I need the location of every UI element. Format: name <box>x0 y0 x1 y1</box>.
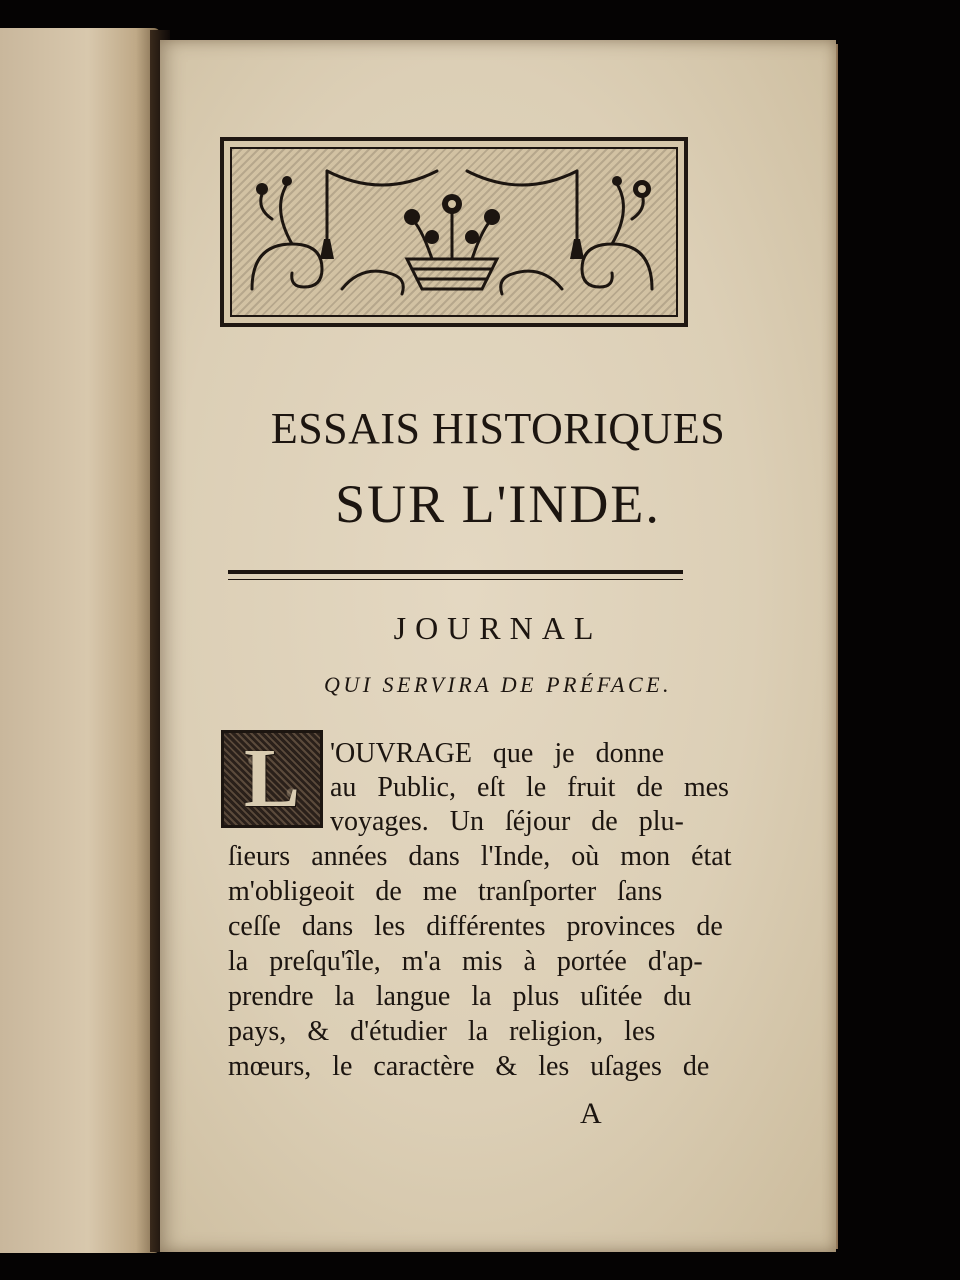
title-line-1: ESSAIS HISTORIQUES <box>270 404 726 453</box>
body-line: prendre la langue la plus uſitée du <box>228 981 692 1012</box>
body-line: 'OUVRAGE que je donne <box>330 738 664 769</box>
title-page <box>160 40 836 1252</box>
body-line: la preſqu'île, m'a mis à portée d'ap- <box>228 946 703 977</box>
body-line: ceſſe dans les différentes provinces de <box>228 911 723 942</box>
body-line: m'obligeoit de me tranſporter ſans <box>228 876 663 907</box>
body-line: mœurs, le caractère & les uſages de <box>228 1051 710 1082</box>
journal-heading: JOURNAL <box>393 610 603 646</box>
body-line: ſieurs années dans l'Inde, où mon état <box>228 841 732 872</box>
body-line: pays, & d'étudier la religion, les <box>228 1016 656 1047</box>
drop-cap-letter: L <box>243 732 301 825</box>
floral-basket-ornament-icon <box>220 137 688 327</box>
double-rule-thin <box>228 579 683 580</box>
facing-page-left <box>0 28 160 1253</box>
body-line: voyages. Un ſéjour de plu- <box>330 806 684 837</box>
double-rule-thick <box>228 570 683 574</box>
body-line: au Public, eſt le fruit de mes <box>330 772 729 803</box>
signature-mark: A <box>580 1097 602 1130</box>
title-line-2: SUR L'INDE. <box>335 474 661 534</box>
headpiece-engraving <box>232 149 672 311</box>
journal-subheading: QUI SERVIRA DE PRÉFACE. <box>323 672 673 697</box>
ornamental-drop-cap <box>221 730 323 828</box>
